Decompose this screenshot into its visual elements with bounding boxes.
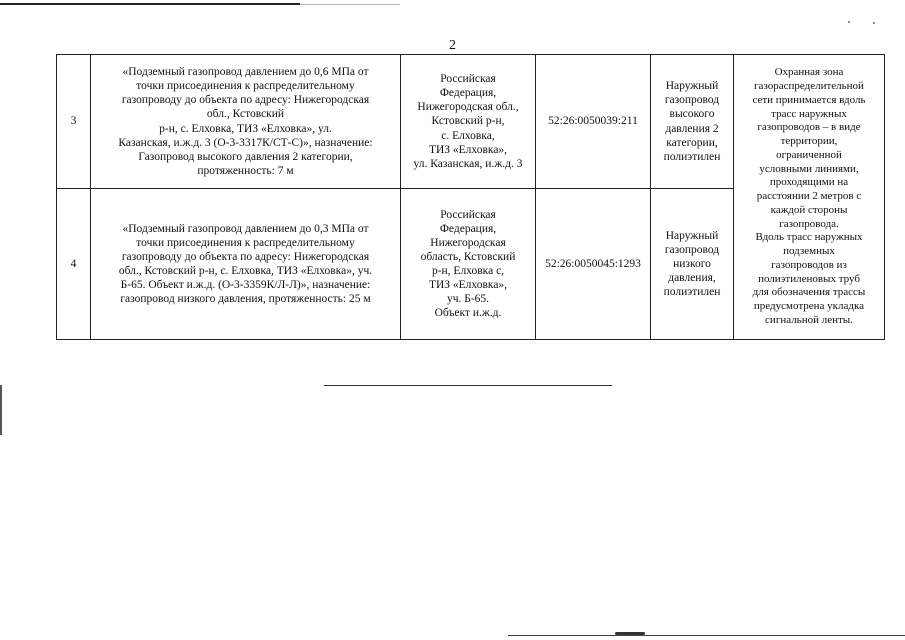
row-number: 4 <box>57 189 91 340</box>
scan-footer-line <box>508 635 905 636</box>
scan-edge-line-faint <box>300 4 400 5</box>
pipeline-type: Наружный газопровод низкого давления, полиэтилен <box>651 189 734 340</box>
page-number: 2 <box>449 38 456 53</box>
scan-footer-mark <box>615 632 645 635</box>
row-number: 3 <box>57 55 91 189</box>
object-address: Российская Федерация, Нижегородская обл., Кстовский р-н, с. Елховка, ТИЗ «Елховка», ул. Казанская, и.ж.д. 3 <box>401 55 536 189</box>
object-address: Российская Федерация, Нижегородская область, Кстовский р-н, Елховка с, ТИЗ «Елховка», уч. Б-65. Объект и.ж.д. <box>401 189 536 340</box>
end-of-table-rule <box>324 385 612 386</box>
cadastral-number: 52:26:0050039:211 <box>536 55 651 189</box>
gas-pipeline-table <box>56 54 885 340</box>
scan-left-mark <box>0 385 2 435</box>
object-description: «Подземный газопровод давлением до 0,6 МПа от точки присоединения к распределительному газопроводу до объекта по адресу: Нижегородская обл., Кстовский р-н, с. Елховка, ТИЗ «Елховка», ул. Казанская, и.ж.д. 3 (О-3-3317К/СТ-С)», назначение: Газопровод высокого давления 2 категории, протяженность: 7 м <box>91 55 401 189</box>
scan-speck <box>873 22 875 24</box>
scan-speck <box>848 21 850 23</box>
scan-edge-line <box>0 3 300 5</box>
object-description: «Подземный газопровод давлением до 0,3 МПа от точки присоединения к распределительному газопроводу до объекта по адресу: Нижегородская обл., Кстовский р-н, с. Елховка, ТИЗ «Елховка», уч. Б-65. Объект и.ж.д. (О-3-3359К/Л-Л)», назначение: газопровод низкого давления, протяженность: 25 м <box>91 189 401 340</box>
protection-zone-note: Охранная зона газораспределительной сети принимается вдоль трасс наружных газопроводов – в виде территории, ограниченной условными линиями, проходящими на расстоянии 2 метров с каждой стороны газопровода. Вдоль трасс наружных подземных газопроводов из полиэтиленовых труб для обозначения трассы предусмотрена укладка сигнальной ленты. <box>734 55 885 340</box>
cadastral-number: 52:26:0050045:1293 <box>536 189 651 340</box>
table-row <box>57 55 885 189</box>
pipeline-type: Наружный газопровод высокого давления 2 категории, полиэтилен <box>651 55 734 189</box>
